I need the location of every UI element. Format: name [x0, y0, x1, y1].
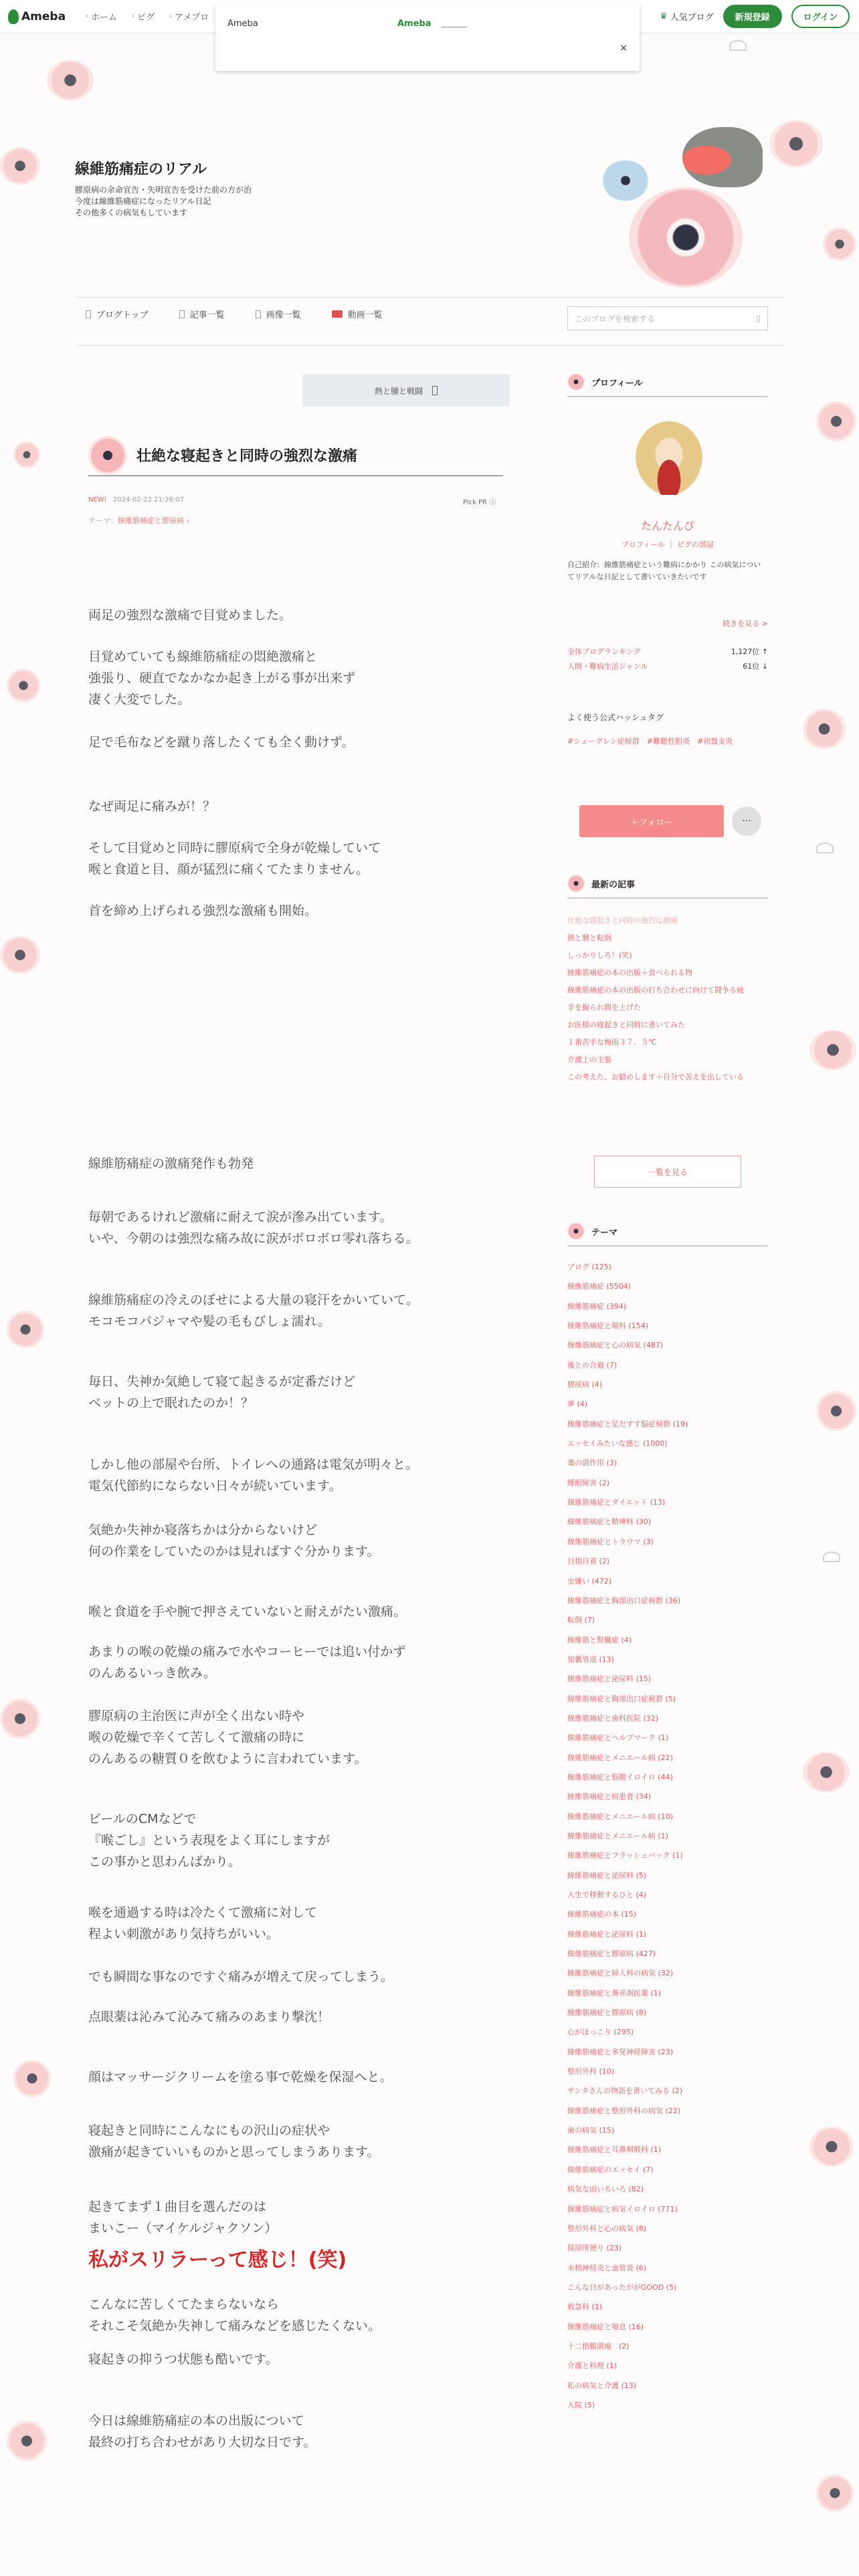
list-item[interactable]: しっかりしろ！(笑): [567, 951, 632, 960]
theme-item[interactable]: 心がほっこり (295): [567, 2028, 634, 2037]
blog-nav: [86, 308, 383, 320]
theme-item[interactable]: 入生で移動するひと (4): [567, 1891, 647, 1899]
paragraph: 今日は線維筋痛症の本の出版について 最終の打ち合わせがあり大切な日です。: [88, 2413, 316, 2450]
paragraph: 喉と食道を手や腕で押さえていないと耐えがたい激痛。: [88, 1604, 407, 1619]
ameba-logo[interactable]: Ameba: [8, 9, 66, 24]
entry-theme: テーマ：線維筋痛症と膠原病 ›: [88, 516, 189, 525]
theme-item[interactable]: 線維筋痛症とダイエット (13): [567, 1498, 666, 1507]
theme-item[interactable]: 睡眠障害 (2): [567, 1478, 610, 1487]
nav-blog-top[interactable]: ブログトップ: [86, 308, 149, 320]
nav-image-list[interactable]: 画像一覧: [256, 308, 301, 320]
theme-item[interactable]: 線維筋痛症と整形外科の病気 (22): [567, 2106, 681, 2115]
popular-blogs-link[interactable]: ♛ 人気ブログ: [659, 11, 714, 23]
paragraph: こんなに苦しくてたまらないなら それこそ気絶か失神して痛みなどを感じたくない。: [88, 2297, 381, 2333]
theme-item[interactable]: 整形外科と心の病気 (8): [567, 2224, 647, 2233]
nav-entry-list[interactable]: 記事一覧: [179, 308, 225, 320]
theme-item[interactable]: 入院 (5): [567, 2400, 595, 2409]
list-item[interactable]: 熱と腫と転倒: [567, 934, 611, 942]
flower-icon: [567, 875, 585, 892]
theme-link[interactable]: 線維筋痛症と膠原病: [118, 516, 184, 525]
theme-item[interactable]: 虫嫌い (472): [567, 1576, 612, 1586]
theme-item[interactable]: 線維筋痛症とメニエール病 (1): [567, 1831, 668, 1840]
paragraph: 足で毛布などを蹴り落したくても全く動けず。: [88, 735, 355, 750]
paragraph: でも瞬間な事なのですぐ痛みが増えて戻ってしまう。: [88, 1969, 394, 1984]
nav-divider: [75, 345, 784, 346]
theme-item[interactable]: 線維筋痛症と胸部出口症候群 (5): [567, 1694, 676, 1703]
theme-item[interactable]: 知囊衰退 (13): [567, 1654, 615, 1664]
theme-item[interactable]: ブログ (125): [567, 1263, 612, 1271]
global-nav-home[interactable]: › ホーム: [86, 13, 118, 23]
follow-button[interactable]: ＋フォロー: [579, 805, 724, 837]
paragraph: あまりの喉の乾燥の痛みで水やコーヒーでは追い付かず のんあるいっき飲み。: [88, 1644, 406, 1681]
register-button[interactable]: 新規登録: [723, 5, 782, 28]
list-item[interactable]: 壮絶な寝起きと同時の強烈な激痛: [567, 916, 678, 925]
paragraph: 気絶か失神か寝落ちかは分からないけど 何の作業をしていたのかは見ればすぐ分かります。: [88, 1523, 380, 1559]
paragraph: 膠原病の主治医に声が全く出ない時や 喉の乾燥で辛くて苦しくて激痛の時に のんあるの糖質０を飲むように言われています。: [88, 1709, 367, 1766]
theme-item[interactable]: 転倒 (7): [567, 1616, 595, 1625]
home-icon: [86, 310, 91, 318]
list-item[interactable]: １番苦手な梅雨３７．５℃: [567, 1038, 657, 1047]
login-button[interactable]: ログイン: [791, 5, 850, 28]
paragraph: 毎朝であるけれど激痛に耐えて涙が滲み出ています。 いや、今朝のは強烈な痛み故に涙がボロボロ零れ落ちる。: [88, 1210, 419, 1246]
crown-icon: ♛: [659, 11, 668, 21]
blue-flower-icon: [602, 160, 649, 201]
chevron-right-icon: ›: [86, 13, 89, 20]
paragraph: 点眼薬は沁みて沁みて痛みのあまり撃沈！: [88, 2010, 330, 2024]
blog-description: 膠原病の余命宣告・失明宣告を受けた前の方が治 今度は線維筋痛症になったリアル日記 その他多くの病気もしています: [75, 185, 252, 217]
rank-overall[interactable]: 全体ブログランキング 1,127位 ↑: [567, 647, 768, 656]
nav-video-list[interactable]: 動画一覧: [332, 308, 383, 320]
blog-header: [0, 33, 859, 297]
chevron-right-icon: ›: [169, 13, 173, 20]
theme-item[interactable]: 目指自着 (2): [567, 1557, 610, 1566]
chevron-right-icon: ›: [132, 13, 135, 20]
pinned-entry[interactable]: 熱と腫と戦闘: [302, 374, 510, 407]
list-item[interactable]: お医様の寝起きと同時に書いてみた: [567, 1021, 685, 1029]
entry-header: [88, 435, 503, 476]
list-item[interactable]: 介護士の主張: [567, 1055, 611, 1064]
theme-item[interactable]: 線維筋痛症と婦人科の病気 (32): [567, 1969, 674, 1978]
theme-item[interactable]: 線維筋痛症と耳鼻咽喉科 (1): [567, 2145, 662, 2155]
global-nav: [86, 10, 209, 23]
chevron-right-icon: ›: [184, 516, 189, 525]
theme-item[interactable]: 薬の副作用 (3): [567, 1459, 617, 1468]
theme-item[interactable]: 十二指腸潰瘍 (2): [567, 2341, 630, 2351]
theme-item[interactable]: 線維筋痛症とメニエール病 (22): [567, 1753, 673, 1762]
theme-item[interactable]: 採尿所便り (23): [567, 2244, 622, 2253]
theme-item[interactable]: 線維筋痛症 (394): [567, 1301, 627, 1311]
theme-list: [567, 1257, 768, 2415]
theme-item[interactable]: エッセイみたいな感じ (1000): [567, 1439, 668, 1448]
list-item[interactable]: この考えた、お勧めします＋自分で苦えを出している: [567, 1073, 744, 1081]
more-options-icon[interactable]: ···: [732, 807, 761, 836]
theme-item[interactable]: 末梢神経炎と血管炎 (6): [567, 2263, 647, 2272]
profile-links[interactable]: プロフィール ｜ ピグの部屋: [622, 540, 714, 549]
global-nav-ameblo[interactable]: › アメブロ: [169, 13, 209, 23]
theme-item[interactable]: 線維筋痛症と泌尿料 (15): [567, 1675, 652, 1684]
theme-item[interactable]: 後との合避 (7): [567, 1360, 617, 1370]
bookmark-icon: [432, 386, 438, 395]
hashtag-list[interactable]: #シェーグレン症候群 #難聴性胆炎 #初置支炎: [567, 737, 733, 746]
pick-pr-link[interactable]: Pick PR ⓘ: [463, 499, 496, 506]
avatar[interactable]: [636, 421, 702, 495]
theme-item[interactable]: 線維筋痛症と泌尿料 (5): [567, 1870, 647, 1880]
theme-item[interactable]: 膠原病 (4): [567, 1380, 603, 1390]
paragraph: 線維筋痛症の激痛発作も勃発: [88, 1156, 254, 1171]
theme-item[interactable]: 病気な面いろいろ (82): [567, 2185, 644, 2194]
theme-heading: テーマ: [567, 1217, 768, 1247]
image-icon: [256, 310, 261, 318]
entry-title[interactable]: 壮絶な寝起きと同時の強烈な激痛: [136, 448, 358, 465]
blog-search-input[interactable]: このブログを検索する ▯: [567, 306, 768, 330]
profile-intro: 自己紹介：線維筋痛症という難病にかかり この病気についてリアルな日記として書いていきたいです: [567, 560, 761, 581]
theme-item[interactable]: 線維筋痛症とフラッシュバック (1): [567, 1851, 683, 1860]
theme-item[interactable]: 線維筋痛症 (5504): [567, 1282, 632, 1291]
theme-item[interactable]: 線維筋痛症と膠原病 (427): [567, 1949, 656, 1959]
theme-item[interactable]: 線維筋痛症のエッセイ (7): [567, 2165, 654, 2174]
theme-item[interactable]: 線維筋痛症と悩腹イロイロ (44): [567, 1772, 673, 1782]
theme-item[interactable]: 私の病気と介護 (13): [567, 2381, 637, 2390]
theme-item[interactable]: 夢 (4): [567, 1400, 588, 1409]
theme-item[interactable]: 線維筋痛症とメニエール病 (10): [567, 1812, 673, 1821]
paragraph: しかし他の部屋や台所、トイレへの通路は電気が明々と。 電気代節約にならない日々が続いています。: [88, 1457, 419, 1493]
recent-heading: 最新の記事: [567, 869, 768, 899]
close-icon[interactable]: ×: [619, 43, 628, 53]
paragraph: 起きてまず１曲目を選んだのは まいこー（マイケルジャクソン）: [88, 2199, 278, 2236]
blog-title[interactable]: 線維筋痛症のリアル: [75, 161, 207, 178]
theme-item[interactable]: 線維筋痛症と足だすす脳症候群 (19): [567, 1419, 688, 1428]
theme-item[interactable]: 線維筋痛症と歯科医院 (32): [567, 1713, 659, 1723]
read-more-link[interactable]: 続きを見る >: [723, 619, 768, 628]
theme-item[interactable]: 線維筋痛症と心の病気 (487): [567, 1341, 664, 1350]
theme-item[interactable]: 救急科 (1): [567, 2302, 603, 2312]
theme-item[interactable]: 歯の病気 (15): [567, 2126, 615, 2135]
rank-genre[interactable]: 人間・難病生活ジャンル 61位 ↓: [567, 662, 768, 671]
list-item[interactable]: 線維筋痛症の本の出版の打ち合わせに向けて闘争る疲: [567, 986, 744, 994]
list-item[interactable]: 線維筋痛症の本の出版＋食べられる物: [567, 968, 692, 977]
theme-item[interactable]: 線維筋痛症と蕎弄剤医薬 (1): [567, 1988, 662, 1998]
paragraph: そして目覚めと同時に膠原病で全身が乾燥していて 喉と食道と目、顔が猛烈に痛くてたまりません。: [88, 841, 381, 877]
ad-panel: [215, 4, 640, 71]
paragraph: 顔はマッサージクリームを塗る事で乾燥を保湿へと。: [88, 2070, 393, 2084]
paragraph: 毎日、失神か気絶して寝て起きるが定番だけど ベットの上で眠れたのか！？: [88, 1374, 356, 1410]
paragraph: 両足の強烈な激痛で目覚めました。: [88, 608, 292, 623]
info-icon: ⓘ: [489, 499, 496, 506]
theme-item[interactable]: 線維筋痛症と精神科 (30): [567, 1517, 652, 1527]
theme-item[interactable]: 線維筋痛症と喘息 (16): [567, 2322, 644, 2331]
theme-item[interactable]: 線維筋痛症の本 (15): [567, 1910, 637, 1919]
theme-item[interactable]: 介護と料理 (1): [567, 2361, 617, 2371]
paragraph: 寝起きの抑うつ状態も酷いです。: [88, 2352, 278, 2367]
theme-item[interactable]: 線維筋痛症とトラウマ (3): [567, 1537, 654, 1546]
theme-item[interactable]: 線維筋痛症と病気イロイロ (771): [567, 2204, 678, 2214]
recent-entries: [567, 912, 768, 1086]
theme-item[interactable]: 線維筋痛症とヘルプマーク (1): [567, 1733, 669, 1743]
paragraph: ビールのCMなどで 『喉ごし』という表現をよく耳にしますが この事かと思わんばかり。: [88, 1812, 330, 1869]
list-icon: [179, 310, 185, 318]
paragraph: 目覚めていても線維筋痛症の悶絶激痛と 強張り、硬直でなかなか起き上がる事が出来ず 凄く大変でした。: [88, 649, 356, 707]
profile-name[interactable]: たんたんぴ: [640, 520, 694, 532]
theme-item[interactable]: サンタさんの物語を書いてみる (2): [567, 2086, 683, 2096]
paragraph: 寝起きと同時にこんなにもの沢山の症状や 激痛が起きていいものかと思ってしまうあります。: [88, 2123, 380, 2159]
entry-date: 2024-02-22 21:26:07: [112, 496, 185, 504]
ameba-logo-icon: [8, 9, 19, 24]
theme-item[interactable]: 線維筋痛症と泌尿料 (1): [567, 1929, 647, 1939]
profile-heading: プロフィール: [567, 368, 768, 397]
pink-flower-icon: [629, 187, 743, 288]
theme-item[interactable]: 線維筋痛症と病患者 (34): [567, 1792, 652, 1802]
robin-bird-icon: [682, 127, 763, 187]
entry-meta: [88, 496, 184, 504]
ad-link[interactable]: Ameba: [397, 19, 432, 29]
new-badge: NEW!: [88, 496, 107, 504]
global-nav-pigg[interactable]: › ピグ: [132, 13, 155, 23]
theme-item[interactable]: 整形外科 (10): [567, 2067, 615, 2076]
paragraph: なぜ両足に痛みが！？: [88, 799, 216, 814]
theme-item[interactable]: 線維筋痛症と膠原病 (8): [567, 2008, 647, 2018]
highlight-text: 私がスリラーって感じ！(笑): [88, 2248, 347, 2272]
flower-icon: [567, 1222, 585, 1240]
entry-flower-icon: [88, 436, 127, 475]
theme-item[interactable]: 線維筋痛症と胸部出口症候群 (36): [567, 1596, 681, 1605]
view-all-button[interactable]: 一覧を見る: [594, 1156, 741, 1188]
search-icon[interactable]: ▯: [756, 314, 761, 323]
video-icon: [332, 310, 343, 318]
theme-item[interactable]: 線維筋と腎臓症 (4): [567, 1635, 632, 1644]
flower-icon: [567, 373, 585, 391]
ad-brand: Ameba: [227, 19, 258, 29]
theme-item[interactable]: 線維筋痛症と喘料 (154): [567, 1321, 649, 1331]
hashtag-heading: よく使う公式ハッシュタグ: [567, 713, 664, 722]
paragraph: 首を締め上げられる強烈な激痛も開始。: [88, 903, 318, 918]
header-divider: [75, 297, 784, 298]
paragraph: 喉を通過する時は冷たくて激痛に対して 程よい刺激があり気持ちがいい。: [88, 1905, 318, 1941]
theme-item[interactable]: 線維筋痛症と多発神経障害 (23): [567, 2047, 674, 2056]
list-item[interactable]: 手を握られ問を上げた: [567, 1003, 641, 1012]
header-illustration: [575, 87, 776, 301]
theme-item[interactable]: こんな日があったががGOOD (5): [567, 2282, 677, 2292]
paragraph: 線維筋痛症の冷えのぼせによる大量の寝汗をかいていて。 モコモコパジャマや髪の毛もびしょ濡れ。: [88, 1293, 419, 1329]
